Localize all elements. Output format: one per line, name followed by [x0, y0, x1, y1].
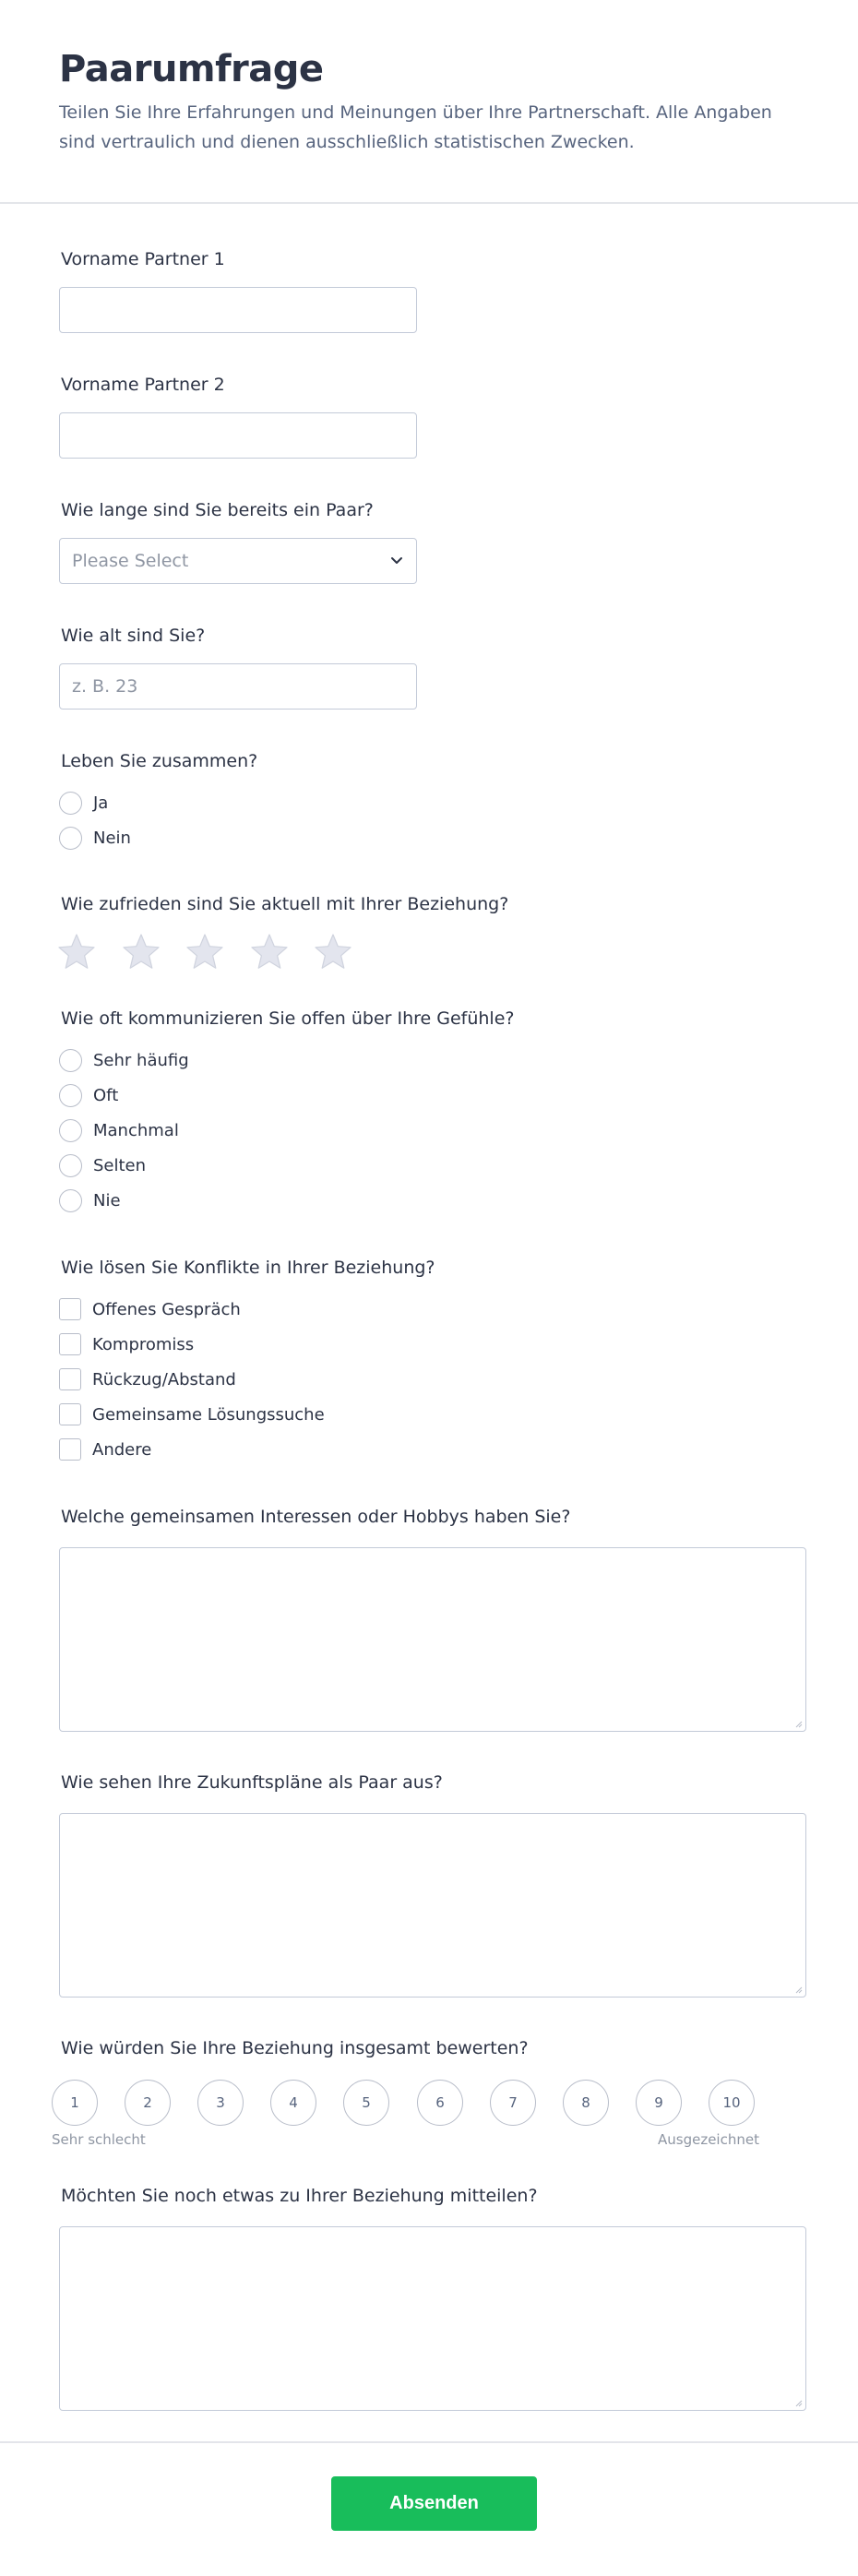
radio-button[interactable]: [59, 792, 82, 815]
option-label: Gemeinsame Lösungssuche: [92, 1404, 325, 1425]
chevron-down-icon: [387, 551, 407, 571]
communication-option[interactable]: [59, 1153, 146, 1177]
option-label: Nein: [93, 828, 131, 848]
living-option-nein[interactable]: [59, 826, 131, 850]
scale-low-caption: Sehr schlecht: [52, 2131, 146, 2148]
living-label: Leben Sie zusammen?: [61, 751, 258, 771]
communication-option[interactable]: [59, 1188, 121, 1212]
checkbox[interactable]: [59, 1403, 81, 1425]
option-label: Andere: [92, 1439, 152, 1460]
conflicts-option[interactable]: [59, 1367, 236, 1391]
radio-button[interactable]: [59, 1049, 82, 1072]
duration-select[interactable]: [59, 538, 417, 584]
option-label: Manchmal: [93, 1120, 179, 1140]
checkbox[interactable]: [59, 1438, 81, 1461]
age-label: Wie alt sind Sie?: [61, 626, 206, 646]
scale-option-7[interactable]: 7: [490, 2080, 536, 2126]
interests-textarea[interactable]: [59, 1547, 806, 1732]
option-label: Sehr häufig: [93, 1050, 189, 1070]
scale-option-8[interactable]: 8: [563, 2080, 609, 2126]
option-label: Oft: [93, 1085, 119, 1105]
option-label: Nie: [93, 1190, 121, 1210]
duration-label: Wie lange sind Sie bereits ein Paar?: [61, 500, 374, 520]
interests-label: Welche gemeinsamen Interessen oder Hobbys haben Sie?: [61, 1507, 571, 1527]
conflicts-option[interactable]: [59, 1332, 194, 1356]
future-label: Wie sehen Ihre Zukunftspläne als Paar aus?: [61, 1772, 443, 1793]
star-icon-1[interactable]: [56, 932, 97, 972]
option-label: Rückzug/Abstand: [92, 1369, 236, 1389]
rating-label: Wie würden Sie Ihre Beziehung insgesamt bewerten?: [61, 2038, 529, 2058]
form-description: Teilen Sie Ihre Erfahrungen und Meinungen über Ihre Partnerschaft. Alle Angaben sind vertraulich und dienen ausschließlich statistischen Zwecken.: [59, 102, 772, 152]
conflicts-option[interactable]: [59, 1437, 151, 1461]
scale-option-3[interactable]: 3: [197, 2080, 244, 2126]
option-label: Kompromiss: [92, 1334, 195, 1354]
option-label: Ja: [93, 793, 109, 813]
scale-option-1[interactable]: 1: [52, 2080, 98, 2126]
star-icon-3[interactable]: [185, 932, 225, 972]
communication-label: Wie oft kommunizieren Sie offen über Ihre Gefühle?: [61, 1008, 515, 1029]
communication-option[interactable]: [59, 1083, 118, 1107]
resize-handle-icon[interactable]: [793, 2398, 803, 2407]
resize-handle-icon[interactable]: [793, 1985, 803, 1994]
radio-button[interactable]: [59, 827, 82, 850]
partner2-input[interactable]: [59, 412, 417, 459]
partner2-label: Vorname Partner 2: [61, 375, 225, 395]
scale-option-2[interactable]: 2: [125, 2080, 171, 2126]
radio-button[interactable]: [59, 1119, 82, 1142]
conflicts-option[interactable]: [59, 1297, 241, 1321]
option-label: Offenes Gespräch: [92, 1299, 241, 1319]
other-label: Möchten Sie noch etwas zu Ihrer Beziehung mitteilen?: [61, 2186, 538, 2206]
communication-option[interactable]: [59, 1118, 179, 1142]
radio-button[interactable]: [59, 1189, 82, 1212]
partner1-label: Vorname Partner 1: [61, 249, 225, 269]
checkbox[interactable]: [59, 1298, 81, 1320]
scale-option-6[interactable]: 6: [417, 2080, 463, 2126]
partner1-input[interactable]: [59, 287, 417, 333]
scale-option-10[interactable]: 10: [709, 2080, 755, 2126]
star-icon-4[interactable]: [249, 932, 290, 972]
star-icon-2[interactable]: [121, 932, 161, 972]
other-textarea[interactable]: [59, 2226, 806, 2411]
age-input[interactable]: [59, 663, 417, 710]
scale-option-4[interactable]: 4: [270, 2080, 316, 2126]
checkbox[interactable]: [59, 1333, 81, 1355]
conflicts-label: Wie lösen Sie Konflikte in Ihrer Beziehung?: [61, 1258, 435, 1278]
scale-option-5[interactable]: 5: [343, 2080, 389, 2126]
checkbox[interactable]: [59, 1368, 81, 1390]
scale-high-caption: Ausgezeichnet: [658, 2131, 759, 2148]
scale-option-9[interactable]: 9: [636, 2080, 682, 2126]
future-textarea[interactable]: [59, 1813, 806, 1998]
conflicts-option[interactable]: [59, 1402, 325, 1426]
form-header: [0, 0, 858, 204]
age-input-placeholder: z. B. 23: [72, 676, 138, 697]
duration-select-placeholder: Please Select: [72, 551, 189, 571]
footer-divider: [0, 2441, 858, 2443]
radio-button[interactable]: [59, 1154, 82, 1177]
option-label: Selten: [93, 1155, 147, 1175]
page-title: Paarumfrage: [59, 48, 324, 90]
communication-option[interactable]: [59, 1048, 189, 1072]
radio-button[interactable]: [59, 1084, 82, 1107]
satisfaction-label: Wie zufrieden sind Sie aktuell mit Ihrer Beziehung?: [61, 894, 509, 914]
resize-handle-icon[interactable]: [793, 1719, 803, 1728]
living-option-ja[interactable]: [59, 791, 108, 815]
star-icon-5[interactable]: [313, 932, 353, 972]
submit-button[interactable]: Absenden: [331, 2476, 537, 2531]
